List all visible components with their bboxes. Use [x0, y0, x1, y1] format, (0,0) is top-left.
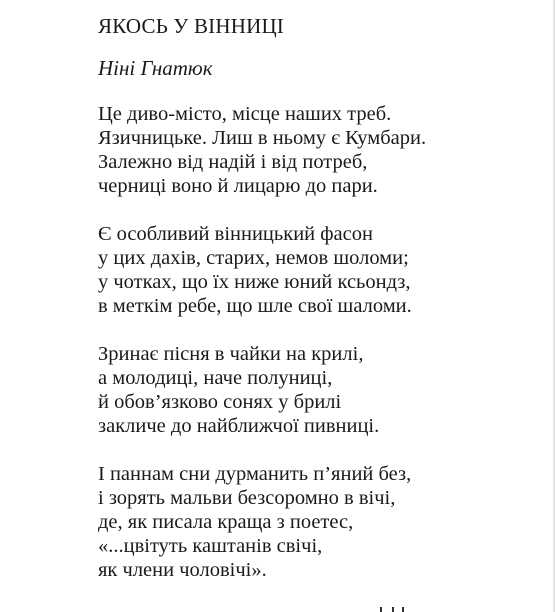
poem-line: у чотках, що їх ниже юний ксьондз,	[98, 271, 411, 293]
poem-line: як члени чоловічі».	[98, 559, 267, 581]
stanza-2	[98, 222, 538, 318]
poem-line: Є особливий вінницький фасон	[98, 223, 373, 245]
poem-line: Язичницьке. Лиш в ньому є Кумбари.	[98, 127, 427, 149]
poem-line: а молодиці, наче полуниці,	[98, 367, 333, 389]
poem-line: й обов’язково сонях у брилі	[98, 391, 342, 413]
poem-line: у цих дахів, старих, немов шоломи;	[98, 247, 409, 269]
poem-line: і зорять мальви безсоромно в вічі,	[98, 487, 396, 509]
poem-line: де, як писала краща з поетес,	[98, 511, 354, 533]
poem-page	[98, 12, 538, 606]
poem-line: закличе до найближчої пивниці.	[98, 415, 380, 437]
poem-body	[98, 102, 538, 582]
poem-line: Це диво-місто, місце наших треб.	[98, 103, 392, 125]
dedication: Ніні Гнатюк	[98, 56, 213, 80]
poem-line: в меткім ребе, що шле свої шаломи.	[98, 295, 412, 317]
stanza-4	[98, 462, 538, 582]
poem-title: ЯКОСЬ У ВІННИЦІ	[98, 14, 285, 38]
poem-line: Зринає пісня в чайки на крилі,	[98, 343, 364, 365]
poem-line: «...цвітуть каштанів свічі,	[98, 535, 323, 557]
poem-line: І паннам сни дурманить п’яний без,	[98, 463, 412, 485]
poem-line: черниці воно й лицарю до пари.	[98, 175, 378, 197]
stanza-1	[98, 102, 538, 198]
poem-line: Залежно від надій і від потреб,	[98, 151, 368, 173]
stanza-3	[98, 342, 538, 438]
cut-off-text-marks	[350, 603, 410, 612]
